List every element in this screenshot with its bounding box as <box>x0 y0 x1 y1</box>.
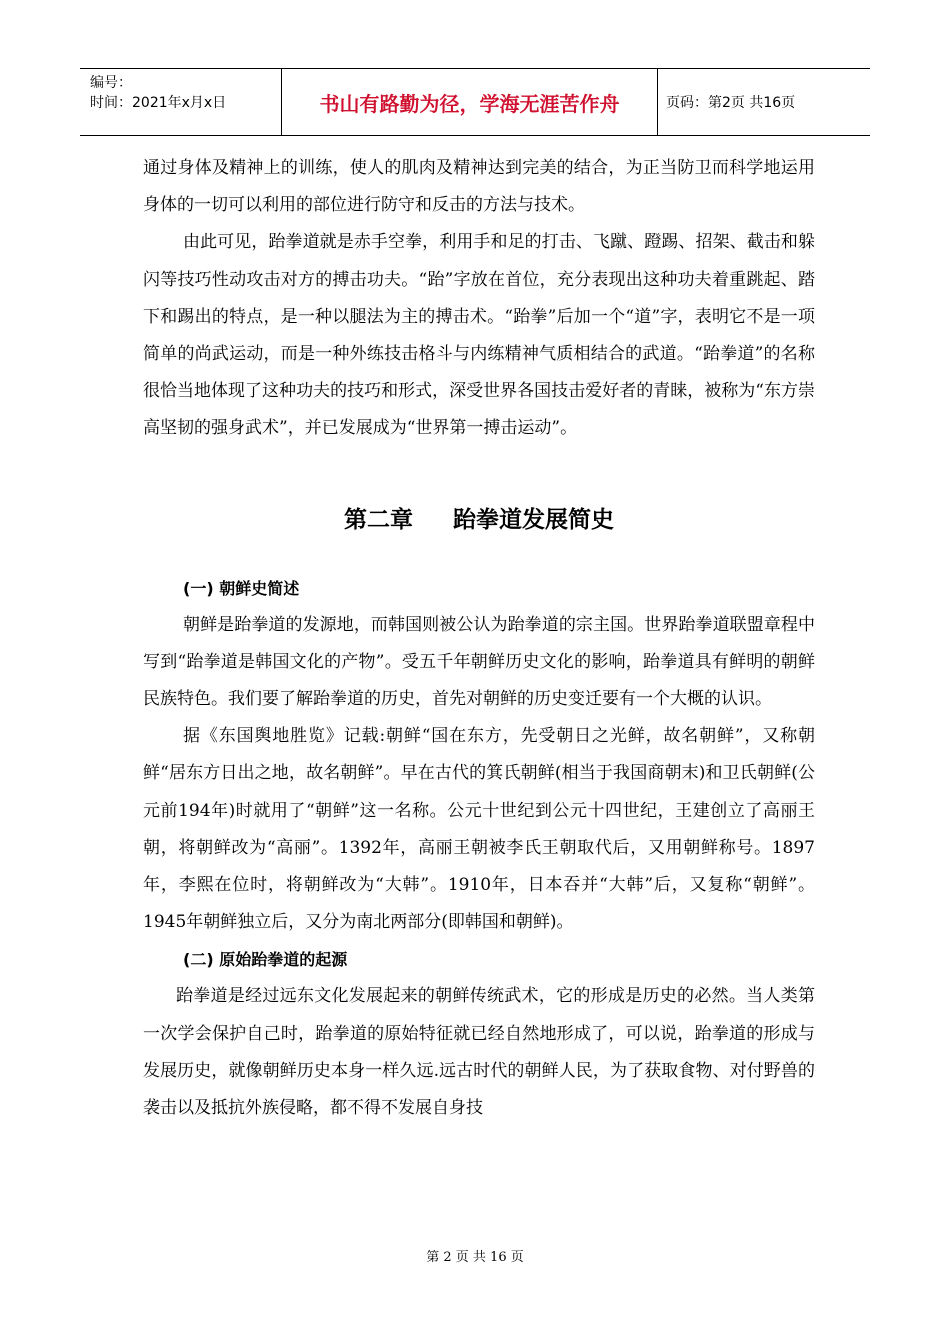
chapter-title: 第二章 跆拳道发展简史 <box>343 506 615 533</box>
paragraph-3: 朝鲜是跆拳道的发源地，而韩国则被公认为跆拳道的宗主国。世界跆拳道联盟章程中写到“跆拳道是韩国文化的产物”。受五千年朝鲜历史文化的影响，跆拳道具有鲜明的朝鲜民族特色。我们要了解跆拳道的历史，首先对朝鲜的历史变迁要有一个大概的认识。 <box>143 614 815 710</box>
section-1-title: (一) 朝鲜史简述 <box>183 578 300 598</box>
paragraph-4: 据《东国舆地胜览》记载:朝鲜“国在东方，先受朝日之光鲜，故名朝鲜”，又称朝鲜“居东方日出之地，故名朝鲜”。早在古代的箕氏朝鲜(相当于我国商朝末)和卫氏朝鲜(公元前194年)时就用了“朝鲜”这一名称。公元十世纪到公元十四世纪，王建创立了高丽王朝，将朝鲜改为“高丽”。1392年，高丽王朝被李氏王朝取代后，又用朝鲜称号。1897年，李熙在位时，将朝鲜改为“大韩”。1910年，日本吞并“大韩”后，又复称“朝鲜”。1945年朝鲜独立后，又分为南北两部分(即韩国和朝鲜)。 <box>143 726 815 933</box>
header-meta <box>80 69 282 135</box>
section-2-title: (二) 原始跆拳道的起源 <box>183 950 348 970</box>
header-page-info: 页码：第2页 共16页 <box>666 95 796 111</box>
header-date-label: 时间：2021年x月x日 <box>90 95 227 111</box>
page-footer: 第 2 页 共 16 页 <box>426 1250 524 1265</box>
document-body <box>143 150 815 1127</box>
header-motto: 书山有路勤为径，学海无涯苦作舟 <box>282 69 658 135</box>
header-id-label: 编号： <box>90 75 132 91</box>
paragraph-2: 由此可见，跆拳道就是赤手空拳，利用手和足的打击、飞蹴、蹬踢、招架、截击和躲闪等技巧性动攻击对方的搏击功夫。“跆”字放在首位，充分表现出这种功夫着重跳起、踏下和踢出的特点，是一种以腿法为主的搏击术。“跆拳”后加一个“道”字，表明它不是一项简单的尚武运动，而是一种外练技击格斗与内练精神气质相结合的武道。“跆拳道”的名称很恰当地体现了这种功夫的技巧和形式，深受世界各国技击爱好者的青睐，被称为“东方崇高坚韧的强身武术”，并已发展成为“世界第一搏击运动”。 <box>143 232 815 439</box>
paragraph-1: 通过身体及精神上的训练，使人的肌肉及精神达到完美的结合，为正当防卫而科学地运用身体的一切可以利用的部位进行防守和反击的方法与技术。 <box>143 158 815 216</box>
page-header <box>80 68 870 136</box>
paragraph-5: 跆拳道是经过远东文化发展起来的朝鲜传统武术，它的形成是历史的必然。当人类第一次学会保护自己时，跆拳道的原始特征就已经自然地形成了，可以说，跆拳道的形成与发展历史，就像朝鲜历史本身一样久远.远古时代的朝鲜人民，为了获取食物、对付野兽的袭击以及抵抗外族侵略，都不得不发展自身技 <box>143 986 815 1119</box>
